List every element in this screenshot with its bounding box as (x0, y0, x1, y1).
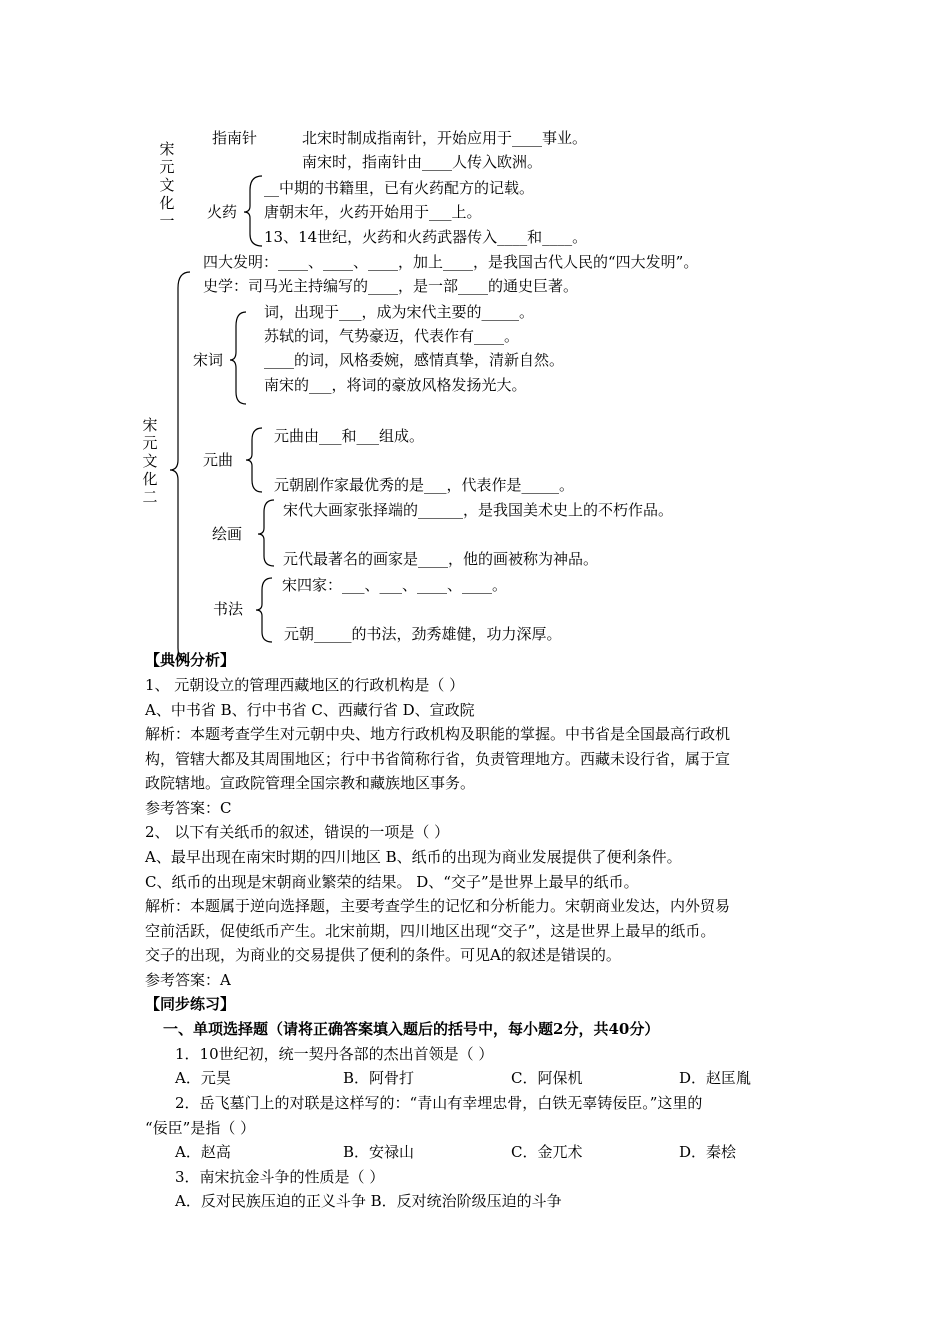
example-q2: 2、 以下有关纸币的叙述，错误的一项是（ ） (145, 823, 450, 841)
songci-line-2: 苏轼的词，气势豪迈，代表作有____。 (264, 327, 520, 345)
practice-section-1: 一、单项选择题（请将正确答案填入题后的括号中，每小题2分，共40分） (163, 1020, 660, 1038)
outline1-vertical-title: 宋元文化一 (159, 140, 175, 230)
yuanqu-line-2: 元朝剧作家最优秀的是___，代表作是_____。 (274, 476, 575, 494)
songci-line-4: 南宋的___，将词的豪放风格发扬光大。 (264, 376, 527, 394)
gunpowder-line-2: 唐朝末年，火药开始用于___上。 (264, 203, 482, 221)
practice-q1-option-b: B．阿骨打 (343, 1069, 415, 1087)
painting-line-2: 元代最著名的画家是____，他的画被称为神品。 (283, 550, 599, 568)
painting-line-1: 宋代大画家张择端的______，是我国美术史上的不朽作品。 (283, 501, 674, 519)
practice-q1-option-d: D．赵匡胤 (679, 1069, 752, 1087)
calligraphy-line-1: 宋四家：___、___、____、____。 (282, 576, 508, 594)
practice-heading: 【同步练习】 (145, 995, 236, 1013)
compass-line-2: 南宋时，指南针由____人传入欧洲。 (302, 153, 543, 171)
practice-q3-options: A．反对民族压迫的正义斗争 B．反对统治阶级压迫的斗争 (175, 1192, 562, 1210)
example-q2-analysis-1: 解析：本题属于逆向选择题，主要考查学生的记忆和分析能力。宋朝商业发达，内外贸易 (145, 897, 731, 915)
practice-q2-option-a: A．赵高 (175, 1143, 231, 1161)
practice-q2-option-c: C．金兀术 (511, 1143, 583, 1161)
example-q1: 1、 元朝设立的管理西藏地区的行政机构是（ ） (145, 676, 465, 694)
songci-line-1: 词，出现于___，成为宋代主要的_____。 (264, 303, 535, 321)
example-q2-options-1: A、最早出现在南宋时期的四川地区 B、纸币的出现为商业发展提供了便利条件。 (145, 848, 682, 866)
songci-line-3: ____的词，风格委婉，感情真挚，清新自然。 (264, 351, 565, 369)
four-inventions-line: 四大发明：____、____、____，加上____，是我国古代人民的“四大发明”。 (203, 253, 699, 271)
practice-q1: 1．10世纪初，统一契丹各部的杰出首领是（ ） (175, 1045, 494, 1063)
practice-q1-option-a: A．元昊 (175, 1069, 231, 1087)
gunpowder-line-3: 13、14世纪，火药和火药武器传入____和____。 (264, 228, 588, 246)
practice-q2-option-b: B．安禄山 (343, 1143, 415, 1161)
practice-q2-line-2: “佞臣”是指（ ） (145, 1119, 256, 1137)
calligraphy-label: 书法 (213, 600, 244, 618)
example-q1-analysis-3: 政院辖地。宣政院管理全国宗教和藏族地区事务。 (145, 774, 476, 792)
example-q1-options: A、中书省 B、行中书省 C、西藏行省 D、宣政院 (145, 701, 475, 719)
painting-label: 绘画 (212, 525, 243, 543)
compass-label: 指南针 (212, 129, 258, 147)
songci-label: 宋词 (193, 351, 224, 369)
calligraphy-line-2: 元朝_____的书法，劲秀雄健，功力深厚。 (284, 625, 562, 643)
yuanqu-label: 元曲 (203, 451, 234, 469)
practice-q2-line-1: 2．岳飞墓门上的对联是这样写的：“青山有幸埋忠骨，白铁无辜铸佞臣。”这里的 (175, 1094, 703, 1112)
example-q2-analysis-2: 空前活跃，促使纸币产生。北宋前期，四川地区出现“交子”，这是世界上最早的纸币。 (145, 922, 716, 940)
practice-q2-option-d: D．秦桧 (679, 1143, 737, 1161)
example-q1-answer: 参考答案：C (145, 799, 232, 817)
example-q1-analysis-2: 构，管辖大都及其周围地区；行中书省简称行省，负责管理地方。西藏未设行省，属于宣 (145, 750, 731, 768)
practice-q1-option-c: C．阿保机 (511, 1069, 583, 1087)
gunpowder-line-1: __中期的书籍里，已有火药配方的记载。 (264, 179, 535, 197)
example-q1-analysis-1: 解析：本题考查学生对元朝中央、地方行政机构及职能的掌握。中书省是全国最高行政机 (145, 725, 731, 743)
example-q2-options-2: C、纸币的出现是宋朝商业繁荣的结果。 D、“交子”是世界上最早的纸币。 (145, 873, 639, 891)
yuanqu-line-1: 元曲由___和___组成。 (274, 427, 425, 445)
gunpowder-label: 火药 (207, 203, 238, 221)
compass-line-1: 北宋时制成指南针，开始应用于____事业。 (302, 129, 588, 147)
example-q2-answer: 参考答案：A (145, 971, 231, 989)
examples-heading: 【典例分析】 (145, 651, 236, 669)
example-q2-analysis-3: 交子的出现，为商业的交易提供了便利的条件。可见A的叙述是错误的。 (145, 946, 621, 964)
outline2-vertical-title: 宋元文化二 (142, 416, 158, 506)
practice-q3: 3．南宋抗金斗争的性质是（ ） (175, 1168, 385, 1186)
history-line: 史学：司马光主持编写的____，是一部____的通史巨著。 (203, 277, 579, 295)
